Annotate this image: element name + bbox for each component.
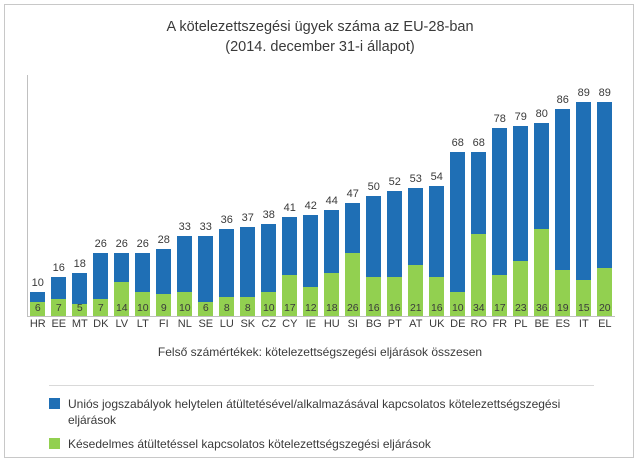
bar-segment-incorrect-transposition — [261, 224, 276, 291]
bar-total-label: 89 — [577, 86, 590, 99]
bar-segment-incorrect-transposition — [177, 236, 192, 291]
bar-total-label: 68 — [472, 137, 485, 150]
bar-column — [532, 75, 552, 316]
bar-column — [595, 75, 615, 316]
bar-bottom-value-label: 14 — [115, 302, 128, 314]
x-axis-category-label: IE — [305, 318, 316, 330]
legend-label-green: Késedelmes átültetéssel kapcsolatos kötelezettségszegési eljárások — [68, 437, 431, 451]
x-axis-category-label: DE — [450, 318, 466, 330]
bar-column — [406, 75, 426, 316]
legend-item-green — [49, 436, 594, 452]
bar-column — [91, 75, 111, 316]
x-axis-category-label: LV — [115, 318, 129, 330]
bar-column — [259, 75, 279, 316]
bar-total-label: 18 — [73, 257, 86, 270]
x-axis-category-label: EL — [598, 318, 612, 330]
x-axis-category-label: PL — [514, 318, 528, 330]
bar-total-label: 10 — [31, 276, 44, 289]
bar-series-container — [28, 75, 615, 316]
bar-bottom-value-label: 7 — [97, 302, 104, 314]
bar-column — [28, 75, 48, 316]
bar-column — [49, 75, 69, 316]
bar-segment-incorrect-transposition — [219, 229, 234, 296]
x-axis-category-label: FI — [158, 318, 169, 330]
bar-segment-incorrect-transposition — [429, 186, 444, 278]
bar-segment-incorrect-transposition — [534, 123, 549, 229]
bar-bottom-value-label: 6 — [202, 302, 209, 314]
bar-total-label: 53 — [409, 173, 422, 186]
bar-total-label: 42 — [304, 199, 317, 212]
chart-subtitle: (2014. december 31-i állapot) — [225, 39, 415, 55]
bar-segment-incorrect-transposition — [240, 227, 255, 297]
bar-bottom-value-label: 7 — [55, 302, 62, 314]
bar-segment-incorrect-transposition — [156, 249, 171, 295]
bar-column — [154, 75, 174, 316]
bar-total-label: 79 — [514, 110, 527, 123]
x-axis-category-label: HR — [29, 318, 46, 330]
bar-column — [112, 75, 132, 316]
bar-column — [385, 75, 405, 316]
x-axis-category-label: CY — [282, 318, 298, 330]
bar-total-label: 86 — [556, 93, 569, 106]
bar-total-label: 47 — [346, 187, 359, 200]
bar-segment-incorrect-transposition — [114, 253, 129, 282]
bar-segment-incorrect-transposition — [72, 273, 87, 304]
bar-total-label: 38 — [262, 209, 275, 222]
x-axis-category-label: BE — [534, 318, 550, 330]
bar-segment-incorrect-transposition — [555, 109, 570, 270]
bar-bottom-value-label: 9 — [160, 302, 167, 314]
bar-total-label: 54 — [430, 170, 443, 183]
bar-total-label: 33 — [178, 221, 191, 234]
bar-bottom-value-label: 17 — [493, 302, 506, 314]
bar-bottom-value-label: 10 — [136, 302, 149, 314]
chart-title — [5, 17, 635, 57]
plot-area — [27, 75, 615, 317]
bar-total-label: 41 — [283, 202, 296, 215]
bar-bottom-value-label: 8 — [223, 302, 230, 314]
x-axis-category-label: EE — [51, 318, 67, 330]
bar-bottom-value-label: 6 — [34, 302, 41, 314]
legend-item-blue — [49, 396, 594, 428]
bar-bottom-value-label: 17 — [283, 302, 296, 314]
bar-bottom-value-label: 19 — [556, 302, 569, 314]
bar-bottom-value-label: 18 — [325, 302, 338, 314]
bar-bottom-value-label: 26 — [346, 302, 359, 314]
bar-bottom-value-label: 23 — [514, 302, 527, 314]
x-axis-category-label: SI — [347, 318, 358, 330]
bar-column — [196, 75, 216, 316]
bar-segment-incorrect-transposition — [135, 253, 150, 292]
bar-segment-incorrect-transposition — [93, 253, 108, 299]
bar-column — [448, 75, 468, 316]
bar-total-label: 44 — [325, 194, 338, 207]
x-axis-labels — [28, 318, 615, 330]
bar-bottom-value-label: 20 — [598, 302, 611, 314]
bar-column — [217, 75, 237, 316]
bar-segment-incorrect-transposition — [387, 191, 402, 278]
chart-title-line1: A kötelezettszegési ügyek száma az EU-28-ban — [166, 19, 474, 35]
bar-segment-incorrect-transposition — [30, 292, 45, 302]
bar-total-label: 26 — [115, 238, 128, 251]
bar-column — [574, 75, 594, 316]
bar-column — [553, 75, 573, 316]
bar-segment-incorrect-transposition — [576, 102, 591, 280]
chart-frame — [4, 4, 634, 458]
bar-bottom-value-label: 10 — [451, 302, 464, 314]
bar-bottom-value-label: 16 — [367, 302, 380, 314]
bar-column — [469, 75, 489, 316]
bar-segment-incorrect-transposition — [345, 203, 360, 254]
x-axis-category-label: SE — [198, 318, 214, 330]
x-axis-category-label: DK — [93, 318, 109, 330]
bar-segment-incorrect-transposition — [471, 152, 486, 234]
bar-total-label: 52 — [388, 175, 401, 188]
bar-column — [133, 75, 153, 316]
x-axis-category-label: UK — [429, 318, 445, 330]
bar-total-label: 68 — [451, 137, 464, 150]
x-axis-category-label: BG — [365, 318, 382, 330]
x-axis-category-label: IT — [578, 318, 589, 330]
bar-segment-incorrect-transposition — [324, 210, 339, 273]
bar-bottom-value-label: 34 — [472, 302, 485, 314]
x-axis-category-label: RO — [470, 318, 488, 330]
x-axis-category-label: MT — [71, 318, 88, 330]
bar-total-label: 36 — [220, 214, 233, 227]
bar-total-label: 16 — [52, 262, 65, 275]
bar-total-label: 26 — [136, 238, 149, 251]
bar-bottom-value-label: 16 — [388, 302, 401, 314]
bar-segment-incorrect-transposition — [597, 102, 612, 268]
bar-total-label: 89 — [598, 86, 611, 99]
bar-total-label: 50 — [367, 180, 380, 193]
x-axis-category-label: AT — [409, 318, 423, 330]
legend-swatch-blue-icon — [49, 398, 60, 409]
bar-total-label: 33 — [199, 221, 212, 234]
chart-legend — [49, 385, 594, 460]
x-axis-category-label: CZ — [261, 318, 277, 330]
bar-total-label: 26 — [94, 238, 107, 251]
bar-segment-incorrect-transposition — [282, 217, 297, 275]
x-axis-category-label: NL — [177, 318, 192, 330]
bar-bottom-value-label: 8 — [244, 302, 251, 314]
bar-bottom-value-label: 12 — [304, 302, 317, 314]
bar-total-label: 80 — [535, 108, 548, 121]
chart-note: Felső számértékek: kötelezettségszegési eljárások összesen — [157, 345, 483, 359]
legend-swatch-green-icon — [49, 438, 60, 449]
bar-column — [343, 75, 363, 316]
bar-total-label: 78 — [493, 113, 506, 126]
bar-column — [427, 75, 447, 316]
bar-segment-incorrect-transposition — [408, 188, 423, 265]
bar-segment-incorrect-transposition — [492, 128, 507, 275]
bar-bottom-value-label: 5 — [76, 302, 83, 314]
bar-column — [364, 75, 384, 316]
x-axis-category-label: LU — [219, 318, 234, 330]
x-axis-category-label: ES — [555, 318, 571, 330]
bar-segment-incorrect-transposition — [450, 152, 465, 292]
bar-total-label: 37 — [241, 211, 254, 224]
bar-column — [175, 75, 195, 316]
legend-label-blue: Uniós jogszabályok helytelen átültetésével/alkalmazásával kapcsolatos kötelezettségszegési eljárások — [68, 397, 561, 427]
bar-bottom-value-label: 10 — [262, 302, 275, 314]
bar-segment-incorrect-transposition — [303, 215, 318, 287]
x-axis-category-label: SK — [240, 318, 256, 330]
bar-segment-incorrect-transposition — [198, 236, 213, 301]
bar-total-label: 28 — [157, 233, 170, 246]
x-axis-category-label: PT — [387, 318, 402, 330]
bar-column — [238, 75, 258, 316]
x-axis-category-label: LT — [136, 318, 149, 330]
bar-segment-incorrect-transposition — [513, 126, 528, 261]
bar-segment-incorrect-transposition — [51, 277, 66, 299]
bar-bottom-value-label: 10 — [178, 302, 191, 314]
x-axis-category-label: FR — [492, 318, 508, 330]
bar-bottom-value-label: 21 — [409, 302, 422, 314]
bar-segment-incorrect-transposition — [366, 196, 381, 278]
bar-column — [280, 75, 300, 316]
bar-bottom-value-label: 36 — [535, 302, 548, 314]
bar-bottom-value-label: 15 — [577, 302, 590, 314]
bar-bottom-value-label: 16 — [430, 302, 443, 314]
x-axis-category-label: HU — [323, 318, 340, 330]
bar-column — [70, 75, 90, 316]
